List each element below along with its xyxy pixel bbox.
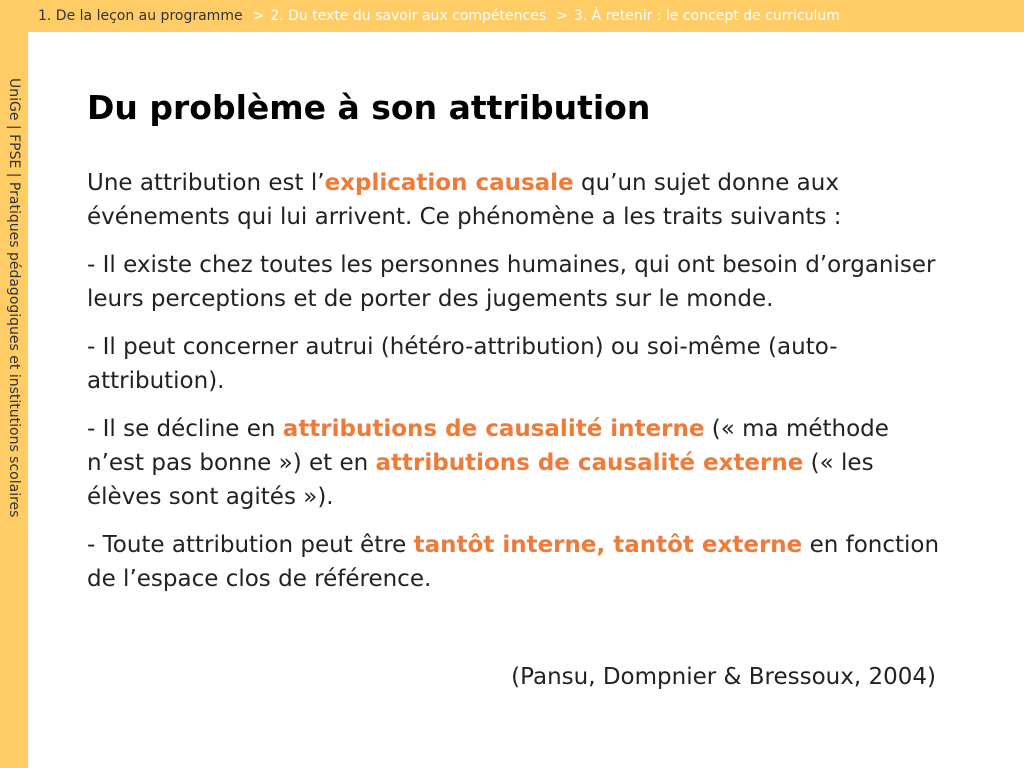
text-run: - Il peut concerner autrui (hétéro-attribution) ou soi-même (auto-attribution). xyxy=(87,334,838,394)
paragraph-trait-3 xyxy=(87,412,947,514)
paragraph-trait-2 xyxy=(87,330,947,398)
highlight-term: tantôt interne, tantôt externe xyxy=(413,532,803,558)
paragraph-definition xyxy=(87,166,947,234)
sidebar-label: UniGe | FPSE | Pratiques pédagogiques et institutions scolaires xyxy=(6,78,22,518)
text-run: Une attribution est l’ xyxy=(87,170,325,196)
sidebar xyxy=(0,32,28,768)
breadcrumb-separator: > xyxy=(252,8,265,24)
breadcrumb-item-2[interactable]: 2. Du texte du savoir aux compétences xyxy=(270,8,547,24)
breadcrumb-item-1[interactable]: 1. De la leçon au programme xyxy=(38,8,243,24)
page-title: Du problème à son attribution xyxy=(87,88,651,127)
highlight-term: attributions de causalité externe xyxy=(375,450,804,476)
text-run: (« les élèves sont agités »). xyxy=(87,450,874,510)
breadcrumb-item-3[interactable]: 3. À retenir : le concept de curriculum xyxy=(573,8,840,24)
text-run: en fonction de l’espace clos de référence. xyxy=(87,532,940,592)
breadcrumb-separator: > xyxy=(556,8,568,24)
citation: (Pansu, Dompnier & Bressoux, 2004) xyxy=(511,664,936,690)
text-run: qu’un sujet donne aux événements qui lui arrivent. Ce phénomène a les traits suivants : xyxy=(87,170,842,230)
text-run: (« ma méthode n’est pas bonne ») et en xyxy=(87,416,889,476)
breadcrumb xyxy=(0,0,1024,32)
text-run: - Il existe chez toutes les personnes humaines, qui ont besoin d’organiser leurs perceptions et de porter des jugements sur le monde. xyxy=(87,252,936,312)
text-run: - Toute attribution peut être xyxy=(87,532,414,558)
paragraph-trait-1 xyxy=(87,248,947,316)
text-run: - Il se décline en xyxy=(87,416,283,442)
paragraph-trait-4 xyxy=(87,528,947,596)
slide-body xyxy=(87,166,947,610)
highlight-term: attributions de causalité interne xyxy=(282,416,705,442)
highlight-term: explication causale xyxy=(324,170,574,196)
